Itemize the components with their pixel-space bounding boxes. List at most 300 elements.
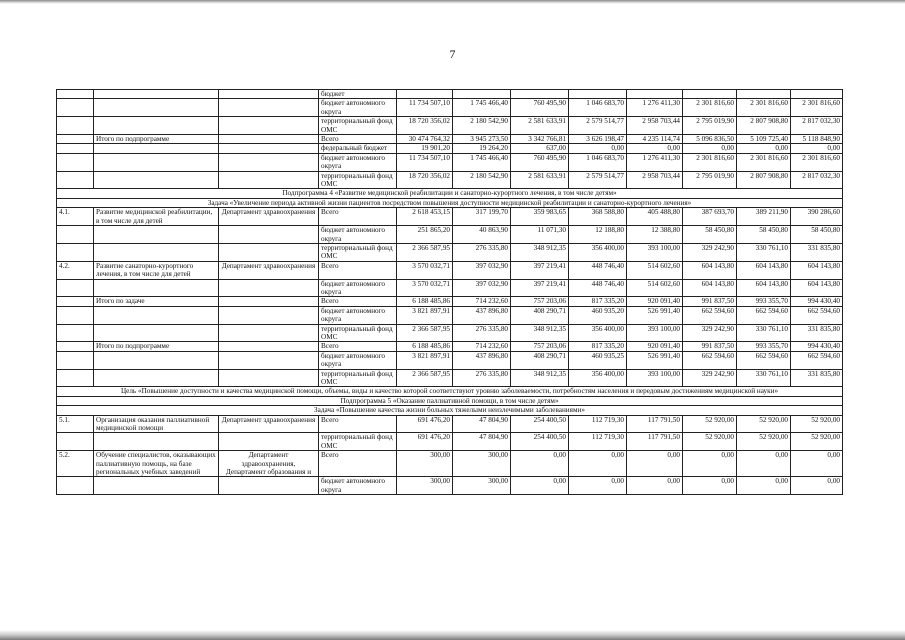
executor: [219, 342, 319, 351]
amount-cell: 2 958 703,44: [627, 117, 683, 135]
executor: [219, 297, 319, 306]
amount-cell: 47 804,90: [453, 433, 511, 451]
amount-cell: 2 301 816,60: [737, 99, 791, 117]
funding-source: территориальный фонд ОМС: [319, 117, 397, 135]
amount-cell: 1 745 466,40: [453, 153, 511, 171]
amount-cell: 331 835,80: [791, 243, 843, 261]
amount-cell: 0,00: [791, 144, 843, 153]
measure-name: Развитие медицинской реабилитации, в том числе для детей: [94, 208, 219, 226]
measure-name: [94, 99, 219, 117]
amount-cell: 0,00: [737, 451, 791, 477]
measure-name: [94, 243, 219, 261]
amount-cell: 5 096 836,50: [683, 135, 737, 144]
measure-name: Итого по подпрограмме: [94, 342, 219, 351]
executor: Департамент здравоохранения, Департамент образования и: [219, 451, 319, 477]
funding-source: бюджет автономного округа: [319, 99, 397, 117]
section-header: Задача «Повышение качества жизни больных тяжелыми неизлечимыми заболеваниями»: [57, 406, 843, 415]
amount-cell: 276 335,80: [453, 324, 511, 342]
amount-cell: 331 835,80: [791, 324, 843, 342]
amount-cell: 757 203,06: [511, 342, 569, 351]
amount-cell: 329 242,90: [683, 369, 737, 387]
table-row: [57, 99, 843, 117]
amount-cell: [511, 90, 569, 99]
row-index: [57, 279, 94, 297]
amount-cell: 714 232,60: [453, 297, 511, 306]
row-index: [57, 171, 94, 189]
amount-cell: 348 912,35: [511, 324, 569, 342]
section-header: Подпрограмма 5 «Оказание паллиативной помощи, в том числе детям»: [57, 396, 843, 405]
amount-cell: 330 761,10: [737, 324, 791, 342]
executor: [219, 477, 319, 495]
amount-cell: 52 920,00: [683, 415, 737, 433]
page-number: 7: [449, 47, 456, 61]
row-index: [57, 90, 94, 99]
amount-cell: 662 594,60: [791, 306, 843, 324]
amount-cell: 604 143,80: [683, 279, 737, 297]
amount-cell: 604 143,80: [683, 261, 737, 279]
amount-cell: 437 896,80: [453, 351, 511, 369]
measure-name: [94, 306, 219, 324]
amount-cell: 2 301 816,60: [683, 153, 737, 171]
scan-edge-top: [0, 0, 905, 4]
amount-cell: 2 618 453,15: [397, 208, 453, 226]
executor: Департамент здравоохранения: [219, 261, 319, 279]
amount-cell: 526 991,40: [627, 306, 683, 324]
executor: [219, 279, 319, 297]
scan-edge-bottom: [0, 630, 905, 640]
amount-cell: 2 795 019,90: [683, 117, 737, 135]
funding-source: Всего: [319, 297, 397, 306]
funding-source: территориальный фонд ОМС: [319, 171, 397, 189]
measure-name: Итого по задаче: [94, 297, 219, 306]
amount-cell: 604 143,80: [791, 261, 843, 279]
section-header-row: [57, 198, 843, 207]
amount-cell: 3 342 766,81: [511, 135, 569, 144]
amount-cell: 0,00: [569, 451, 627, 477]
amount-cell: 58 450,80: [683, 226, 737, 244]
amount-cell: 514 602,60: [627, 261, 683, 279]
executor: [219, 306, 319, 324]
amount-cell: 300,00: [453, 477, 511, 495]
section-header-row: [57, 387, 843, 396]
amount-cell: 12 388,80: [627, 226, 683, 244]
executor: [219, 99, 319, 117]
table-row: [57, 415, 843, 433]
amount-cell: 0,00: [627, 144, 683, 153]
table-row: [57, 306, 843, 324]
row-index: [57, 135, 94, 144]
amount-cell: 276 335,80: [453, 369, 511, 387]
amount-cell: 11 071,30: [511, 226, 569, 244]
amount-cell: 359 983,65: [511, 208, 569, 226]
amount-cell: 604 143,80: [791, 279, 843, 297]
table-row: [57, 226, 843, 244]
funding-source: территориальный фонд ОМС: [319, 433, 397, 451]
amount-cell: 0,00: [791, 451, 843, 477]
amount-cell: 393 100,00: [627, 324, 683, 342]
funding-source: бюджет автономного округа: [319, 306, 397, 324]
amount-cell: 691 476,20: [397, 415, 453, 433]
executor: [219, 117, 319, 135]
table-row: [57, 369, 843, 387]
amount-cell: 662 594,60: [683, 351, 737, 369]
amount-cell: 329 242,90: [683, 243, 737, 261]
amount-cell: 662 594,60: [791, 351, 843, 369]
amount-cell: 0,00: [737, 144, 791, 153]
row-index: [57, 433, 94, 451]
amount-cell: 397 219,41: [511, 279, 569, 297]
amount-cell: 662 594,60: [737, 351, 791, 369]
measure-name: [94, 324, 219, 342]
amount-cell: 757 203,06: [511, 297, 569, 306]
amount-cell: 2 795 019,90: [683, 171, 737, 189]
funding-source: Всего: [319, 261, 397, 279]
amount-cell: 11 734 507,10: [397, 153, 453, 171]
executor: [219, 144, 319, 153]
row-index: [57, 369, 94, 387]
amount-cell: 356 400,00: [569, 243, 627, 261]
amount-cell: 389 211,90: [737, 208, 791, 226]
table-row: [57, 135, 843, 144]
table-row: [57, 261, 843, 279]
executor: [219, 433, 319, 451]
amount-cell: 368 588,80: [569, 208, 627, 226]
amount-cell: 387 693,70: [683, 208, 737, 226]
measure-name: Обучение специалистов, оказывающих паллиативную помощь, на базе региональных учебных заведений: [94, 451, 219, 477]
amount-cell: 117 791,50: [627, 415, 683, 433]
measure-name: [94, 433, 219, 451]
amount-cell: 2 817 032,30: [791, 117, 843, 135]
amount-cell: 0,00: [511, 451, 569, 477]
table-row: [57, 153, 843, 171]
amount-cell: 1 046 683,70: [569, 153, 627, 171]
amount-cell: 2 581 633,91: [511, 117, 569, 135]
measure-name: [94, 171, 219, 189]
amount-cell: 993 355,70: [737, 297, 791, 306]
measure-name: Организация оказания паллиативной медицинской помощи: [94, 415, 219, 433]
measure-name: [94, 226, 219, 244]
amount-cell: 329 242,90: [683, 324, 737, 342]
row-index: [57, 324, 94, 342]
amount-cell: 817 335,20: [569, 342, 627, 351]
amount-cell: 52 920,00: [791, 433, 843, 451]
funding-source: территориальный фонд ОМС: [319, 243, 397, 261]
amount-cell: 52 920,00: [737, 415, 791, 433]
funding-source: Всего: [319, 342, 397, 351]
amount-cell: 112 719,30: [569, 433, 627, 451]
executor: [219, 135, 319, 144]
amount-cell: 0,00: [627, 451, 683, 477]
amount-cell: [569, 90, 627, 99]
table-row: [57, 208, 843, 226]
amount-cell: 2 180 542,90: [453, 117, 511, 135]
amount-cell: 3 945 273,50: [453, 135, 511, 144]
amount-cell: 2 366 587,95: [397, 324, 453, 342]
amount-cell: 254 400,50: [511, 433, 569, 451]
amount-cell: 1 276 411,30: [627, 99, 683, 117]
amount-cell: 460 935,25: [569, 351, 627, 369]
funding-source: бюджет: [319, 90, 397, 99]
amount-cell: 18 720 356,02: [397, 117, 453, 135]
amount-cell: 0,00: [683, 144, 737, 153]
amount-cell: 254 400,50: [511, 415, 569, 433]
amount-cell: 30 474 764,32: [397, 135, 453, 144]
amount-cell: 3 570 032,71: [397, 279, 453, 297]
amount-cell: 397 219,41: [511, 261, 569, 279]
amount-cell: 6 188 485,86: [397, 342, 453, 351]
funding-source: Всего: [319, 415, 397, 433]
amount-cell: 393 100,00: [627, 369, 683, 387]
amount-cell: 348 912,35: [511, 243, 569, 261]
amount-cell: 0,00: [511, 477, 569, 495]
funding-source: федеральный бюджет: [319, 144, 397, 153]
amount-cell: 760 495,90: [511, 99, 569, 117]
amount-cell: 760 495,90: [511, 153, 569, 171]
row-index: [57, 144, 94, 153]
row-index: [57, 477, 94, 495]
amount-cell: 117 791,50: [627, 433, 683, 451]
amount-cell: 6 188 485,86: [397, 297, 453, 306]
amount-cell: 437 896,80: [453, 306, 511, 324]
amount-cell: 0,00: [737, 477, 791, 495]
row-index: 4.2.: [57, 261, 94, 279]
table-row: [57, 324, 843, 342]
amount-cell: 920 091,40: [627, 297, 683, 306]
amount-cell: 393 100,00: [627, 243, 683, 261]
amount-cell: 1 276 411,30: [627, 153, 683, 171]
funding-source: территориальный фонд ОМС: [319, 369, 397, 387]
amount-cell: 994 430,40: [791, 342, 843, 351]
amount-cell: [627, 90, 683, 99]
amount-cell: 526 991,40: [627, 351, 683, 369]
funding-source: бюджет автономного округа: [319, 351, 397, 369]
amount-cell: 0,00: [683, 477, 737, 495]
section-header-row: [57, 396, 843, 405]
row-index: [57, 351, 94, 369]
amount-cell: 994 430,40: [791, 297, 843, 306]
amount-cell: 0,00: [791, 477, 843, 495]
amount-cell: 52 920,00: [737, 433, 791, 451]
table-row: [57, 451, 843, 477]
section-header-row: [57, 189, 843, 198]
amount-cell: 47 804,90: [453, 415, 511, 433]
amount-cell: 714 232,60: [453, 342, 511, 351]
amount-cell: 514 602,60: [627, 279, 683, 297]
measure-name: Итого по подпрограмме: [94, 135, 219, 144]
amount-cell: 2 180 542,90: [453, 171, 511, 189]
table-row: [57, 144, 843, 153]
amount-cell: 1 745 466,40: [453, 99, 511, 117]
amount-cell: 356 400,00: [569, 369, 627, 387]
funding-source: территориальный фонд ОМС: [319, 324, 397, 342]
measure-name: [94, 279, 219, 297]
amount-cell: 276 335,80: [453, 243, 511, 261]
row-index: [57, 297, 94, 306]
executor: [219, 351, 319, 369]
amount-cell: 2 807 908,80: [737, 171, 791, 189]
amount-cell: [397, 90, 453, 99]
executor: [219, 243, 319, 261]
amount-cell: [683, 90, 737, 99]
amount-cell: 4 235 114,74: [627, 135, 683, 144]
amount-cell: 18 720 356,02: [397, 171, 453, 189]
amount-cell: 0,00: [683, 451, 737, 477]
amount-cell: 691 476,20: [397, 433, 453, 451]
funding-source: бюджет автономного округа: [319, 477, 397, 495]
amount-cell: 5 118 848,90: [791, 135, 843, 144]
amount-cell: 330 761,10: [737, 243, 791, 261]
executor: [219, 90, 319, 99]
amount-cell: 2 817 032,30: [791, 171, 843, 189]
row-index: [57, 153, 94, 171]
amount-cell: [737, 90, 791, 99]
row-index: [57, 342, 94, 351]
amount-cell: 604 143,80: [737, 279, 791, 297]
executor: Департамент здравоохранения: [219, 208, 319, 226]
section-header: Подпрограмма 4 «Развитие медицинской реабилитации и санаторно-курортного лечения, в том числе детям»: [57, 189, 843, 198]
measure-name: [94, 90, 219, 99]
measure-name: [94, 351, 219, 369]
table-row: [57, 297, 843, 306]
amount-cell: 40 863,90: [453, 226, 511, 244]
measure-name: [94, 117, 219, 135]
amount-cell: 3 821 897,91: [397, 351, 453, 369]
amount-cell: 19 901,20: [397, 144, 453, 153]
amount-cell: 2 301 816,60: [791, 99, 843, 117]
funding-source: Всего: [319, 135, 397, 144]
amount-cell: 317 199,70: [453, 208, 511, 226]
measure-name: [94, 144, 219, 153]
amount-cell: 58 450,80: [737, 226, 791, 244]
executor: [219, 171, 319, 189]
amount-cell: 2 366 587,95: [397, 369, 453, 387]
amount-cell: 52 920,00: [683, 433, 737, 451]
amount-cell: 0,00: [569, 144, 627, 153]
measure-name: [94, 369, 219, 387]
amount-cell: 991 837,50: [683, 342, 737, 351]
row-index: 5.2.: [57, 451, 94, 477]
funding-source: Всего: [319, 451, 397, 477]
amount-cell: 460 935,20: [569, 306, 627, 324]
amount-cell: 2 301 816,60: [683, 99, 737, 117]
table-row: [57, 342, 843, 351]
amount-cell: 662 594,60: [683, 306, 737, 324]
amount-cell: [791, 90, 843, 99]
row-index: 5.1.: [57, 415, 94, 433]
amount-cell: 251 865,20: [397, 226, 453, 244]
table-row: [57, 477, 843, 495]
amount-cell: 604 143,80: [737, 261, 791, 279]
amount-cell: 330 761,10: [737, 369, 791, 387]
amount-cell: 920 091,40: [627, 342, 683, 351]
amount-cell: 662 594,60: [737, 306, 791, 324]
section-header: Задача «Увеличение периода активной жизни пациентов посредством повышения доступности медицинской реабилитации и санаторно-курортного лечения»: [57, 198, 843, 207]
amount-cell: 405 488,80: [627, 208, 683, 226]
amount-cell: 2 366 587,95: [397, 243, 453, 261]
measure-name: [94, 477, 219, 495]
funding-source: бюджет автономного округа: [319, 279, 397, 297]
amount-cell: 408 290,71: [511, 351, 569, 369]
amount-cell: 408 290,71: [511, 306, 569, 324]
amount-cell: 991 837,50: [683, 297, 737, 306]
amount-cell: 331 835,80: [791, 369, 843, 387]
amount-cell: 2 301 816,60: [737, 153, 791, 171]
funding-source: бюджет автономного округа: [319, 226, 397, 244]
amount-cell: 817 335,20: [569, 297, 627, 306]
amount-cell: [453, 90, 511, 99]
executor: Департамент здравоохранения: [219, 415, 319, 433]
table-row: [57, 117, 843, 135]
amount-cell: 448 746,40: [569, 261, 627, 279]
amount-cell: 58 450,80: [791, 226, 843, 244]
amount-cell: 390 286,60: [791, 208, 843, 226]
amount-cell: 3 821 897,91: [397, 306, 453, 324]
table-row: [57, 351, 843, 369]
measure-name: Развитие санаторно-курортного лечения, в том числе для детей: [94, 261, 219, 279]
amount-cell: 0,00: [627, 477, 683, 495]
amount-cell: 300,00: [397, 451, 453, 477]
amount-cell: 993 355,70: [737, 342, 791, 351]
executor: [219, 153, 319, 171]
amount-cell: 2 958 703,44: [627, 171, 683, 189]
row-index: [57, 306, 94, 324]
amount-cell: 2 807 908,80: [737, 117, 791, 135]
amount-cell: 2 579 514,77: [569, 117, 627, 135]
financing-table: [56, 89, 843, 495]
amount-cell: 3 626 198,47: [569, 135, 627, 144]
amount-cell: 2 581 633,91: [511, 171, 569, 189]
amount-cell: 2 579 514,77: [569, 171, 627, 189]
row-index: [57, 99, 94, 117]
measure-name: [94, 153, 219, 171]
section-header-row: [57, 406, 843, 415]
row-index: [57, 117, 94, 135]
amount-cell: 11 734 507,10: [397, 99, 453, 117]
amount-cell: 52 920,00: [791, 415, 843, 433]
amount-cell: 3 570 032,71: [397, 261, 453, 279]
amount-cell: 19 264,20: [453, 144, 511, 153]
table-row: [57, 279, 843, 297]
amount-cell: 5 109 725,40: [737, 135, 791, 144]
table-row: [57, 90, 843, 99]
funding-source: бюджет автономного округа: [319, 153, 397, 171]
amount-cell: 448 746,40: [569, 279, 627, 297]
table-row: [57, 243, 843, 261]
executor: [219, 369, 319, 387]
row-index: [57, 226, 94, 244]
row-index: 4.1.: [57, 208, 94, 226]
amount-cell: 1 046 683,70: [569, 99, 627, 117]
funding-source: Всего: [319, 208, 397, 226]
amount-cell: 397 032,90: [453, 261, 511, 279]
financing-table-body: [57, 90, 843, 495]
amount-cell: 356 400,00: [569, 324, 627, 342]
amount-cell: 12 188,80: [569, 226, 627, 244]
section-header: Цель «Повышение доступности и качества медицинской помощи, объемы, виды и качество которой соответствуют уровню заболеваемости, потребностям населения и передовым достижениям медицинской науки»: [57, 387, 843, 396]
amount-cell: 300,00: [397, 477, 453, 495]
table-row: [57, 171, 843, 189]
row-index: [57, 243, 94, 261]
amount-cell: 637,00: [511, 144, 569, 153]
executor: [219, 226, 319, 244]
amount-cell: 112 719,30: [569, 415, 627, 433]
executor: [219, 324, 319, 342]
amount-cell: 2 301 816,60: [791, 153, 843, 171]
amount-cell: 397 032,90: [453, 279, 511, 297]
amount-cell: 348 912,35: [511, 369, 569, 387]
table-row: [57, 433, 843, 451]
amount-cell: 0,00: [569, 477, 627, 495]
